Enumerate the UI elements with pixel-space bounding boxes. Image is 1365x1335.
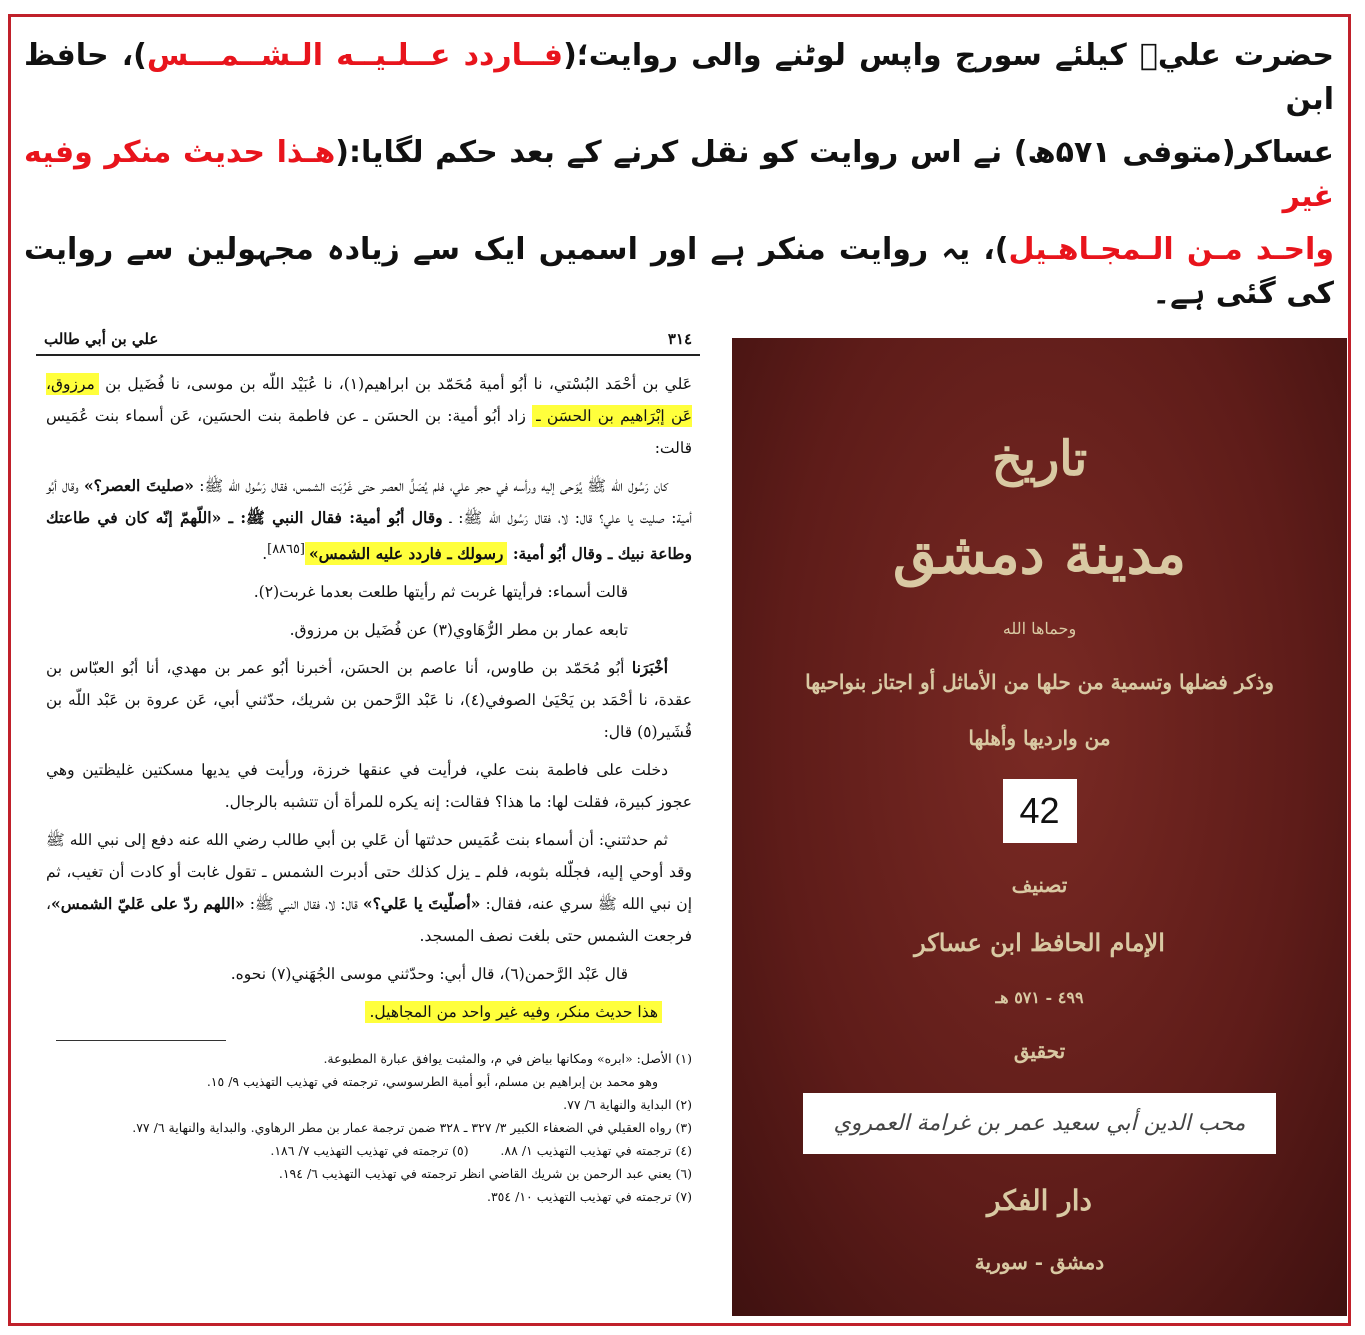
reference-number: [٨٨٦٥] <box>267 542 305 557</box>
footnote: (٧) ترجمته في تهذيب التهذيب ١٠/ ٣٥٤. <box>486 1189 692 1205</box>
paragraph: دخلت على فاطمة بنت علي، فرأيت في عنقها خرزة، ورأيت في يديها مسكتين غليظتين وهي عجوز كبيرة، فقلت لها: ما هذا؟ فقالت: إنه يكره للمرأة أن تتشبه بالرجال. <box>46 761 692 812</box>
heading-line <box>24 131 1334 219</box>
paragraph <box>46 824 692 952</box>
text: أبُو مُحَمّد بن طاوس، أنا عاصم بن الحسَن، أخبرنا أبُو عمر بن مهدي، أنا أبُو العبّاس بن عقدة، نا أحْمَد بن يَحْيَىٰ الصوفي(٤)، نا عَبْد الرَّحمن بن شريك، حدّثني أبي، عَن عروة بن عَبْد اللّه بن قُشَير(٥) قال: <box>46 659 692 742</box>
cover-title: مدينة دمشق <box>893 520 1186 587</box>
text-bold: وقال أبُو أمية: فقال النبي ﷺ: ـ «اللّهمّ إنّه كان في طاعتك وطاعة نبيك ـ وقال أبُو أمية: <box>46 508 692 564</box>
highlight: مرزوق، عَن إبْرَاهيم بن الحسَن ـ <box>46 375 692 425</box>
text-bold: «صليتَ العصر؟» <box>83 476 194 495</box>
paragraph: تابعه عمار بن مطر الرُّهَاوي(٣) عن فُضَيل بن مرزوق. <box>289 621 628 640</box>
book-cover <box>732 338 1347 1316</box>
heading-line <box>24 228 1334 316</box>
heading-line <box>24 34 1334 122</box>
authored-label: تصنيف <box>1011 872 1068 897</box>
footnote: (٣) رواه العقيلي في الضعفاء الكبير ٣/ ٣٢٧ ـ ٣٢٨ ضمن ترجمة عمار بن مطر الرهاوي. والبداية والنهاية ٦/ ٧٧. <box>132 1120 692 1136</box>
editor-name: محب الدين أبي سعيد عمر بن غرامة العمروي <box>803 1093 1276 1154</box>
author-dates: ٤٩٩ - ٥٧١ هـ <box>995 988 1084 1008</box>
text: وقال أبُو أمية: صليت يا علي؟ قال: لا، فقال رَسُول الله ﷺ: ـ <box>46 477 692 527</box>
text: زاد أبُو أمية: بن الحسَن ـ عن فاطمة بنت الحسَين، عَن أسماء بنت عُمَيس قالت: <box>46 407 692 457</box>
footnote-separator <box>56 1040 226 1041</box>
highlight: هذا حديث منكر، وفيه غير واحد من المجاهيل. <box>365 1001 662 1023</box>
page-number: ٣١٤ <box>667 330 692 348</box>
cover-subtitle: وذكر فضلها وتسمية من حلها من الأماثل أو اجتاز بنواحيها <box>805 670 1274 695</box>
footnotes <box>44 1047 692 1208</box>
footnote: (١) الأصل: «ابره» ومكانها بياض في م، والمثبت يوافق عبارة المطبوعة. <box>323 1051 692 1067</box>
paragraph: كان رَسُول الله ﷺ يُوَحى إليه ورأسه في حجر علي، فلم يُصَلِّ العصر حتى غَرُبَت الشمس، فقال رَسُول الله ﷺ: «صليتَ العصر؟» وقال أبُو أمية: صليت يا علي؟ قال: لا، فقال رَسُول الله ﷺ: ـ وقال أبُو أمية: فقال النبي ﷺ: ـ «اللّهمّ إنّه كان في طاعتك وطاعة نبيك ـ وقال أبُو أمية: رسولك ـ فاردد عليه الشمس»[٨٨٦٥]. <box>46 476 692 564</box>
running-header <box>36 326 700 356</box>
footnote: (٤) ترجمته في تهذيب التهذيب ١/ ٨٨. (٥) ترجمته في تهذيب التهذيب ٧/ ١٨٦. <box>270 1143 692 1159</box>
publisher-city: دمشق - سورية <box>974 1249 1105 1274</box>
heading-text: )، یہ روایت منکر ہے اور اسمیں ایک سے زیادہ مجہولین سے روایت کی گئی ہے۔ <box>24 231 1334 311</box>
publisher: دار الفكر <box>987 1184 1092 1218</box>
heading-text: حضرت عليؓ کيلئے سورج واپس لوٹنے والی روایت؛( <box>563 38 1335 74</box>
text-bold: «أصلّيتَ يا عَلي؟» <box>362 894 481 914</box>
heading-quote-red: فــاردد عــلـيــه الـشــمـــس <box>146 38 564 74</box>
heading-quote-red: واحـد مـن الـمجـاهـيل <box>1008 231 1334 267</box>
paragraph <box>46 652 692 748</box>
text: ، فرجعت الشمس حتى بلغت نصف المسجد. <box>46 895 692 946</box>
footnote: (٦) يعني عبد الرحمن بن شريك القاضي انظر ترجمته في تهذيب التهذيب ٦/ ١٩٤. <box>278 1166 692 1182</box>
cover-subtitle: من وارديها وأهلها <box>968 725 1111 750</box>
paragraph <box>46 368 692 464</box>
author-name: الإمام الحافظ ابن عساكر <box>914 928 1165 958</box>
text: قال: لا، فقال النبي ﷺ: <box>244 895 363 914</box>
paragraph: قالت أسماء: فرأيتها غربت ثم رأيتها طلعت بعدما غربت(٢). <box>253 583 628 602</box>
heading-text: عساکر(متوفی ۵۷۱ھ) نے اس روایت کو نقل کرنے کے بعد حکم لگایا:( <box>335 134 1334 170</box>
running-title: علي بن أبي طالب <box>44 330 159 348</box>
text-bold: «اللهم ردّ على عَليّ الشمس» <box>51 894 245 914</box>
text: كان رَسُول الله ﷺ يُوَحى إليه ورأسه في حجر علي، فلم يُصَلِّ العصر حتى غَرُبَت الشمس، فقال رَسُول الله ﷺ: <box>194 477 668 495</box>
text: عَلي بن أحْمَد البُسْتي، نا أبُو أمية مُحَمّد بن ابراهيم(١)، نا عُبَيْد اللّه بن موسى، نا فُضَيل بن <box>98 375 692 393</box>
book-page-scan <box>36 326 700 1301</box>
paragraph <box>46 996 692 1028</box>
footnote: وهو محمد بن إبراهيم بن مسلم، أبو أمية الطرسوسي، ترجمته في تهذيب التهذيب ٩/ ١٥. <box>206 1074 658 1090</box>
edited-label: تحقيق <box>1013 1039 1066 1064</box>
text-bold: أخْبَرَنا <box>631 658 668 678</box>
highlight: رسولك ـ فاردد عليه الشمس» <box>305 542 507 565</box>
footnote: (٢) البداية والنهاية ٦/ ٧٧. <box>563 1097 692 1113</box>
paragraph: قال عَبْد الرَّحمن(٦)، قال أبي: وحدّثني موسى الجُهَني(٧) نحوه. <box>230 965 628 984</box>
text: ثم حدثتني: أن أسماء بنت عُمَيس حدثتها أن عَلي بن أبي طالب رضي الله عنه دفع إلى نبي الله ﷺ وقد أوحي إليه، فجلّله بثوبه، فلم ـ يزل كذلك حتى أدبرت الشمس ـ تقول غابت أو كادت أن تغيب، ثم إن نبي الله ﷺ سري عنه، فقال: <box>46 831 692 914</box>
heading-quote-red: هـذا حديث منكر وفيه غير <box>24 134 1334 214</box>
urdu-heading <box>24 30 1334 320</box>
cover-title: تاريخ <box>991 431 1088 487</box>
heading-text: )، حافظ ابن <box>24 38 1334 118</box>
volume-number: 42 <box>1003 779 1077 843</box>
cover-subtitle: وحماها الله <box>1002 619 1077 639</box>
